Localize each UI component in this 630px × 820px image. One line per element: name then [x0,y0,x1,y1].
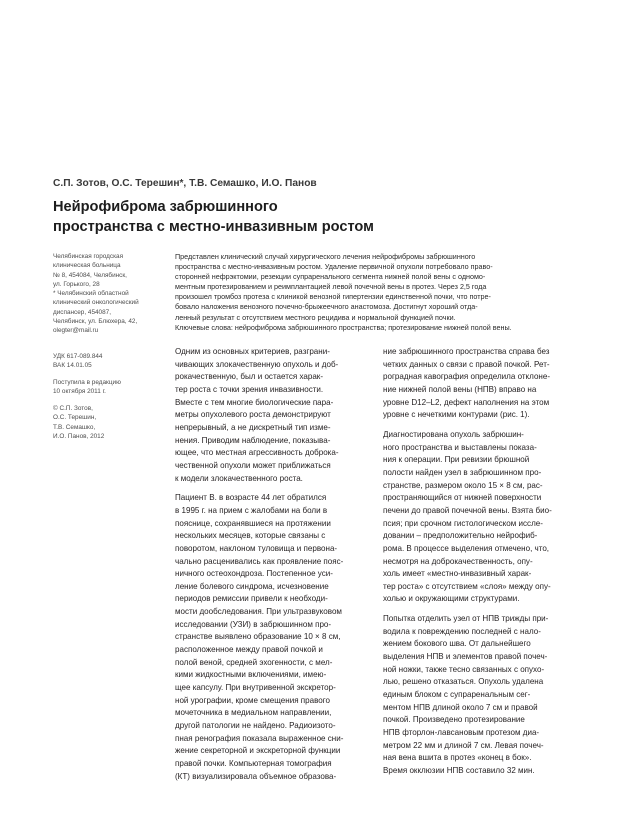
body-line: непрерывный, а не дискретный тип изме- [175,422,331,432]
affiliation-block [53,252,171,336]
body-line: к модели злокачественного роста. [175,473,303,483]
body-line: странстве, размером около 15 × 8 см, рас- [383,480,543,490]
abstract-line: пространства с местно-инвазивным ростом. Удаление первичной опухоли потребовало право- [175,262,493,272]
body-line: пная ренография показала выраженное сни- [175,733,344,743]
affiliation-email[interactable]: olegter@mail.ru [53,327,99,335]
copyright-block [53,404,171,441]
affiliation-line: клинический онкологический [53,299,139,307]
body-line: холью и окружающими структурами. [383,594,520,604]
body-line: пространяющийся от нижней поверхности [383,493,542,503]
body-line: лью, решено отказаться. Опухоль удалена [383,677,544,687]
body-line: нения. Приводим наблюдение, показыва- [175,435,331,445]
body-column-left [175,346,395,790]
body-paragraph [175,492,395,783]
body-line: тер роста» с отсутствием «слоя» между опу- [383,581,551,591]
title-line: Нейрофиброма забрюшинного [53,199,278,215]
body-line: ние забрюшинного пространства справа без [383,347,550,356]
article-title [53,197,573,237]
body-paragraph [383,346,603,422]
affiliation-line: Челябинск, ул. Блюхера, 42, [53,318,138,326]
body-line: ная вена вшита в протез «конец в бок». [383,753,532,763]
body-line: Одним из основных критериев, разграни- [175,347,330,356]
body-line: ния к операции. При ревизии брюшной [383,455,530,465]
body-line: рокачественную, был и остается харак- [175,372,324,382]
affiliation-line: Челябинская городская [53,253,124,260]
body-line: чивающих злокачественную опухоль и доб- [175,359,339,369]
body-line: мочеточника в медиальном направлении, [175,708,332,718]
copyright-line: И.О. Панов, 2012 [53,432,105,440]
abstract-line: бовало наложения венозного почечно-брыжеечного анастомоза. Достигнут хороший отда- [175,302,478,312]
body-line: псия; при срочном гистологическом иссле- [383,518,543,528]
body-line: почкой. Произведено протезирование [383,715,525,725]
body-line: исследовании (УЗИ) в забрюшинном про- [175,619,332,629]
body-line: в 1995 г. на прием с жалобами на боли в [175,505,328,515]
body-line: холь имеет «местно-инвазивный харак- [383,569,532,579]
received-block [53,378,171,397]
body-line: уровне D12–L2, дефект наполнения на этом [383,397,550,407]
body-line: метром 22 мм и длиной 7 см. Левая почеч- [383,740,544,750]
udc-code: УДК 617-089.844 [53,353,103,360]
copyright-line: Т.В. Семашко, [53,423,96,431]
body-line: пояснице, сохранявшиеся на протяжении [175,518,331,528]
body-line: расположенное между правой почкой и [175,645,323,655]
body-line: несмотря на доброкачественность, опу- [383,556,533,566]
body-line: полой веной, средней эхогенности, с мел- [175,657,333,667]
received-line: 10 октября 2011 г. [53,388,106,396]
body-line: Диагностирована опухоль забрюшин- [383,429,524,439]
body-line: чально расценивались как проявление пояс- [175,556,344,566]
body-line: рома. В процессе выделения отмечено, что, [383,543,550,553]
body-line: щее капсулу. При внутривенной экскретор- [175,683,336,693]
body-line: ной урографии, кроме смещения правого [175,695,330,705]
body-line: единым блоком с супраренальным сег- [383,690,531,700]
body-line: поворотом, наклоном туловища и первона- [175,543,338,553]
affiliation-line: № 8, 454084, Челябинск, [53,271,127,279]
body-line: печени до правой почечной вены. Взята био- [383,505,552,515]
keywords-line: Ключевые слова: нейрофиброма забрюшинного пространства; протезирование нижней полой вены. [175,322,512,332]
body-line: Попытка отделить узел от НПВ трижды при- [383,614,549,624]
body-line: водила к повреждению последней с нало- [383,626,541,636]
body-line: мости дообследования. При ультразвуковом [175,607,342,617]
body-line: уровне с нечеткими контурами (рис. 1). [383,410,530,420]
copyright-line: © С.П. Зотов, [53,405,93,412]
body-line: Время окклюзии НПВ составило 32 мин. [383,766,535,775]
abstract-line: ленный результат с отсутствием местного рецидива и нормальной функцией почки. [175,312,456,322]
abstract-line: ментным протезированием и реимплантацией левой почечной вены в протез. Через 2,5 года [175,282,487,292]
affiliation-line: ул. Горького, 28 [53,280,100,288]
body-line: нескольких месяцев, которые связаны с [175,531,326,541]
body-line: ного пространства и выставлены показа- [383,442,537,452]
body-line: полости найден узел в забрюшинном про- [383,467,542,477]
body-line: чественной опухоли может приближаться [175,460,331,470]
affiliation-line: диспансер, 454087, [53,308,111,316]
body-line: довании – предположительно нейрофиб- [383,531,538,541]
title-line: пространства с местно-инвазивным ростом [53,219,374,235]
copyright-line: О.С. Терешин, [53,414,97,422]
body-paragraph [175,346,395,485]
abstract [175,252,595,333]
affiliation-line: клиническая больница [53,262,121,270]
article-authors: С.П. Зотов, О.С. Терешин*, Т.В. Семашко, И.О. Панов [53,178,317,189]
body-line: выделения НПВ и элементов правой почеч- [383,652,548,662]
body-line: четких данных о связи с правой почкой. Рет- [383,359,550,369]
body-line: ментом НПВ длиной около 7 см и правой [383,702,538,712]
body-column-right [383,346,603,785]
body-line: ние нижней полой вены (НПВ) вправо на [383,384,537,394]
body-line: Пациент В. в возрасте 44 лет обратился [175,493,327,503]
body-line: правой почки. Компьютерная томография [175,759,332,768]
body-line: кими жидкостными включениями, имею- [175,670,327,680]
body-line: ничного остеохондроза. Постепенное уси- [175,569,333,579]
body-line: жением бокового шва. От дальнейшего [383,639,531,649]
abstract-line: произошел тромбоз протеза с клиникой венозной гипертензии единственной почки, что потре- [175,292,491,302]
body-line: периодов ремиссии привели к необходи- [175,594,328,604]
body-line: роградная кавография определила отклоне- [383,372,551,382]
vak-code: ВАК 14.01.05 [53,362,92,370]
classification-block [53,352,171,371]
body-line: Вместе с тем многие биологические пара- [175,397,334,407]
received-line: Поступила в редакцию [53,379,121,386]
body-line: ление болевого синдрома, исчезновение [175,581,329,591]
body-line: другой патологии не найдено. Радиоизото- [175,721,336,731]
body-line: ющее, что местная агрессивность доброка- [175,448,339,458]
body-line: ной ножки, также тесно связанных с опухо- [383,664,545,674]
body-line: жение секреторной и экскреторной функции [175,746,341,756]
body-line: НПВ фторлон-лавсановым протезом диа- [383,728,540,738]
body-line: метры опухолевого роста демонстрируют [175,410,331,420]
body-paragraph [383,613,603,778]
abstract-line: Представлен клинический случай хирургического лечения нейрофибромы забрюшинного [175,252,476,261]
body-line: (КТ) визуализировала объемное образова- [175,771,337,781]
affiliation-line: * Челябинский областной [53,290,129,298]
body-line: странстве выявлено образование 10 × 8 см, [175,632,341,642]
abstract-line: сторонней нефрэктомии, резекции супраренального сегмента нижней полой вены с одномо- [175,272,486,282]
body-paragraph [383,429,603,606]
body-line: тер роста с точки зрения инвазивности. [175,384,324,394]
